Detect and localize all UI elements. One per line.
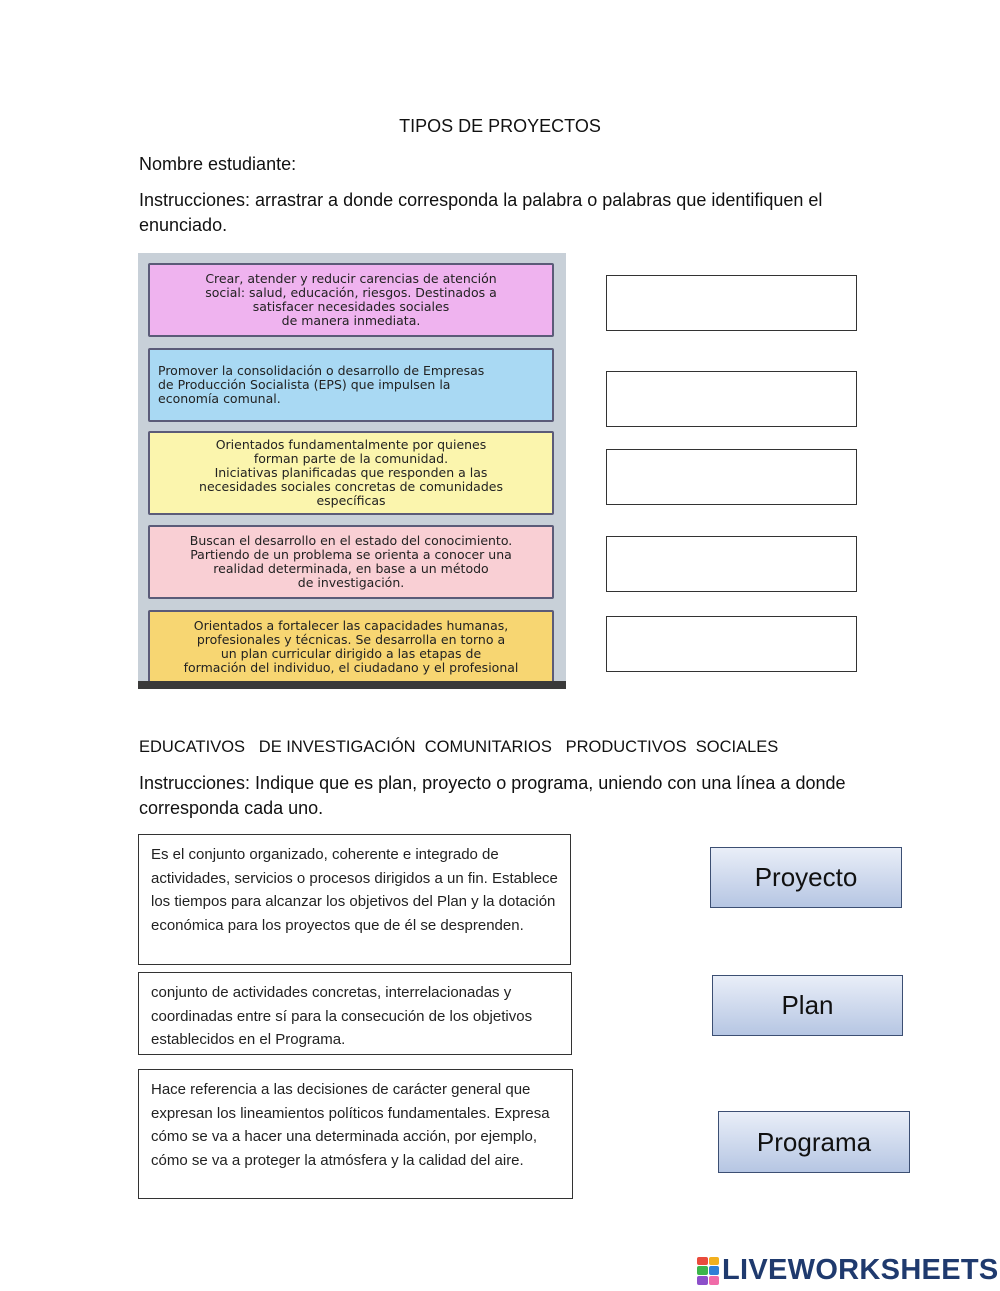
- instructions-match: Instrucciones: Indique que es plan, proyecto o programa, uniendo con una línea a donde corresponda cada uno.: [139, 773, 846, 818]
- definition-box-1: Es el conjunto organizado, coherente e integrado de actividades, servicios o procesos dirigidos a un fin. Establece los tiempos para alcanzar los objetivos del Plan y la dotación económica para los proyectos que de él se desprenden.: [138, 834, 571, 965]
- drop-zone-5[interactable]: [606, 616, 857, 672]
- card-productive: Promover la consolidación o desarrollo de Empresas de Producción Socialista (EPS) que impulsen la economía comunal.: [148, 348, 554, 422]
- card-community: Orientados fundamentalmente por quienes forman parte de la comunidad. Iniciativas planificadas que responden a las necesidades sociales concretas de comunidades específicas: [148, 431, 554, 515]
- word-bank: EDUCATIVOS DE INVESTIGACIÓN COMUNITARIOS PRODUCTIVOS SOCIALES: [139, 738, 779, 756]
- drop-zone-2[interactable]: [606, 371, 857, 427]
- instructions-drag: Instrucciones: arrastrar a donde corresponda la palabra o palabras que identifiquen el enunciado.: [139, 190, 823, 235]
- logo-text: LIVEWORKSHEETS: [722, 1254, 999, 1286]
- term-programa[interactable]: Programa: [718, 1111, 910, 1173]
- definition-box-2: conjunto de actividades concretas, interrelacionadas y coordinadas entre sí para la consecución de los objetivos establecidos en el Programa.: [138, 972, 572, 1055]
- image-bottom-shadow: [138, 681, 566, 689]
- page-title: TIPOS DE PROYECTOS: [399, 116, 601, 136]
- term-proyecto[interactable]: Proyecto: [710, 847, 902, 908]
- term-plan[interactable]: Plan: [712, 975, 903, 1036]
- drop-zone-3[interactable]: [606, 449, 857, 505]
- project-types-image: [138, 253, 566, 689]
- student-name-label: Nombre estudiante:: [139, 154, 297, 174]
- card-research: Buscan el desarrollo en el estado del conocimiento. Partiendo de un problema se orienta a conocer una realidad determinada, en base a un método de investigación.: [148, 525, 554, 599]
- definition-box-3: Hace referencia a las decisiones de carácter general que expresan los lineamientos políticos fundamentales. Expresa cómo se va a hacer una determinada acción, por ejemplo, cómo se va a proteger la atmósfera y la calidad del aire.: [138, 1069, 573, 1199]
- drop-zone-1[interactable]: [606, 275, 857, 331]
- logo-blocks-icon: [697, 1257, 719, 1285]
- drop-zone-4[interactable]: [606, 536, 857, 592]
- card-social: Crear, atender y reducir carencias de atención social: salud, educación, riesgos. Destinados a satisfacer necesidades sociales de manera inmediata.: [148, 263, 554, 337]
- liveworksheets-logo: [697, 1254, 999, 1287]
- card-educational: Orientados a fortalecer las capacidades humanas, profesionales y técnicas. Se desarrolla en torno a un plan curricular dirigido a las etapas de formación del individuo, el ciudadano y el profesional: [148, 610, 554, 683]
